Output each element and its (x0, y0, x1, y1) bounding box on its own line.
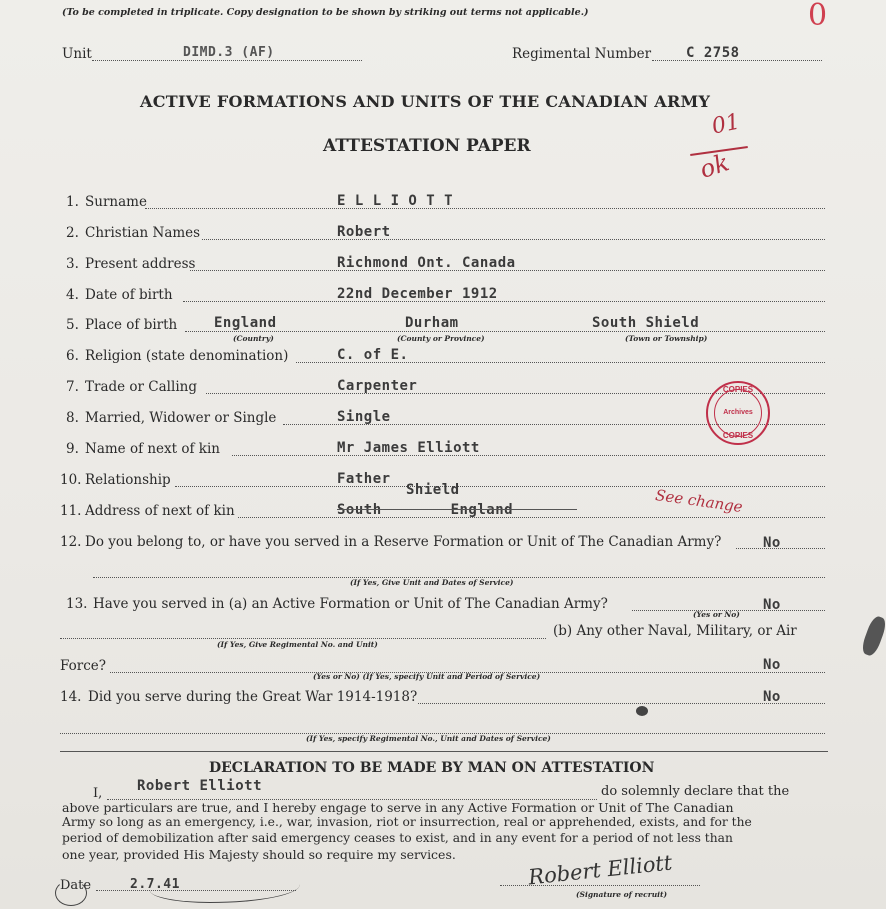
declaration-name: Robert Elliott (137, 778, 263, 794)
margin-circle-mark: 0 (808, 0, 828, 33)
recruit-signature: Robert Elliott (527, 850, 674, 890)
field-11-dots (238, 517, 825, 518)
next-of-kin-address-value: South England (337, 502, 514, 518)
field-5-number: 5. (66, 317, 79, 333)
archives-stamp (706, 381, 770, 445)
field-9-dots (232, 455, 825, 456)
q14-number: 14. (60, 689, 82, 705)
field-1-number: 1. (66, 194, 79, 210)
q13-number: 13. (66, 596, 88, 612)
field-3-number: 3. (66, 256, 79, 272)
field-2-label: Christian Names (85, 225, 201, 241)
q13-detail-dots (60, 638, 546, 639)
stamp-bottom-text: COPIES (722, 431, 754, 440)
field-7-label: Trade or Calling (85, 379, 197, 395)
field-1-label: Surname (85, 194, 147, 210)
field-10-number: 10. (60, 472, 82, 488)
declaration-i: I, (93, 786, 103, 801)
q13-regt-caption: (If Yes, Give Regimental No. and Unit) (217, 640, 378, 649)
declaration-line-3: Army so long as an emergency, i.e., war, invasion, riot or insurrection, real or apprehended, exists, and for the (62, 815, 752, 829)
field-8-number: 8. (66, 410, 79, 426)
witness-scribble (150, 872, 300, 903)
instructions-text: (To be completed in triplicate. Copy designation to be shown by striking out terms not applicable.) (62, 7, 589, 18)
q12-label: Do you belong to, or have you served in a Reserve Formation or Unit of The Canadian Army? (85, 534, 722, 550)
q13-force-caption: (Yes or No) (If Yes, specify Unit and Period of Service) (313, 672, 541, 681)
section-divider (60, 751, 828, 752)
town-caption: (Town or Township) (625, 334, 708, 343)
field-11-label: Address of next of kin (85, 503, 235, 519)
field-4-number: 4. (66, 287, 79, 303)
declaration-line-2: above particulars are true, and I hereby engage to serve in any Active Formation or Unit of The Canadian (62, 800, 734, 815)
pen-scribble (55, 880, 87, 906)
field-9-label: Name of next of kin (85, 441, 220, 457)
q13-force-answer: No (763, 657, 781, 673)
field-10-label: Relationship (85, 472, 171, 488)
present-address-value: Richmond Ont. Canada (337, 255, 516, 271)
q13-label: Have you served in (a) an Active Formation or Unit of The Canadian Army? (93, 596, 608, 612)
ink-blot-edge (860, 614, 886, 657)
q13-force-label: Force? (60, 658, 106, 674)
field-7-number: 7. (66, 379, 79, 395)
unit-value: DIMD.3 (AF) (183, 45, 275, 60)
q13-b-label: (b) Any other Naval, Military, or Air (553, 623, 797, 639)
field-2-number: 2. (66, 225, 79, 241)
religion-value: C. of E. (337, 347, 409, 363)
fraction-mark-top: 01 (709, 109, 743, 140)
declaration-line-5: one year, provided His Majesty should so require my services. (62, 847, 456, 862)
birth-country-value: England (214, 315, 277, 331)
form-title: ACTIVE FORMATIONS AND UNITS OF THE CANADIAN ARMY (140, 92, 711, 111)
q14-caption: (If Yes, specify Regimental No., Unit and Dates of Service) (306, 734, 551, 743)
date-of-birth-value: 22nd December 1912 (337, 286, 498, 302)
address-strikethrough (337, 509, 577, 510)
field-8-label: Married, Widower or Single (85, 410, 277, 426)
stamp-middle-text: Archives (723, 409, 753, 416)
address-annotation: See change (654, 485, 744, 517)
q12-number: 12. (60, 534, 82, 550)
next-of-kin-value: Mr James Elliott (337, 440, 480, 456)
field-5-dots (185, 331, 825, 332)
date-label: Date (60, 878, 92, 893)
q13-yesno-caption: (Yes or No) (693, 610, 740, 619)
field-5-label: Place of birth (85, 317, 178, 333)
stamp-top-text: COPIES (722, 385, 754, 394)
fraction-mark-bottom: ok (696, 148, 733, 184)
trade-value: Carpenter (337, 378, 418, 394)
field-2-dots (202, 239, 825, 240)
field-11-number: 11. (60, 503, 82, 519)
field-4-dots (183, 301, 825, 302)
field-1-dots (145, 208, 825, 209)
unit-dots (92, 60, 362, 61)
q13-answer: No (763, 597, 781, 613)
relationship-value: Father (337, 471, 391, 487)
declaration-line-4: period of demobilization after said emergency ceases to exist, and in any event for a period of not less than (62, 831, 733, 845)
regimental-number-label: Regimental Number (512, 46, 652, 62)
declaration-line-1: do solemnly declare that the (601, 784, 790, 799)
declaration-title: DECLARATION TO BE MADE BY MAN ON ATTESTATION (209, 760, 655, 776)
country-caption: (Country) (233, 334, 274, 343)
field-6-label: Religion (state denomination) (85, 348, 289, 364)
field-4-label: Date of birth (85, 287, 173, 303)
field-9-number: 9. (66, 441, 79, 457)
q12-caption: (If Yes, Give Unit and Dates of Service) (350, 578, 514, 587)
date-value: 2.7.41 (130, 877, 180, 892)
marital-status-value: Single (337, 409, 391, 425)
q14-label: Did you serve during the Great War 1914-1918? (88, 689, 418, 705)
surname-value: E L L I O T T (337, 193, 454, 209)
unit-label: Unit (62, 46, 92, 62)
signature-caption: (Signature of recruit) (576, 890, 668, 899)
christian-names-value: Robert (337, 224, 391, 240)
q12-answer: No (763, 535, 781, 551)
form-subtitle: ATTESTATION PAPER (323, 136, 531, 156)
birth-town-value: South Shield (592, 315, 700, 331)
county-caption: (County or Province) (397, 334, 485, 343)
ink-blot (636, 706, 648, 716)
address-inserted-word: Shield (406, 482, 460, 498)
field-10-dots (175, 486, 825, 487)
q14-answer: No (763, 689, 781, 705)
field-6-number: 6. (66, 348, 79, 364)
regimental-number-value: C 2758 (686, 45, 740, 61)
field-3-label: Present address (85, 256, 196, 272)
birth-county-value: Durham (405, 315, 459, 331)
